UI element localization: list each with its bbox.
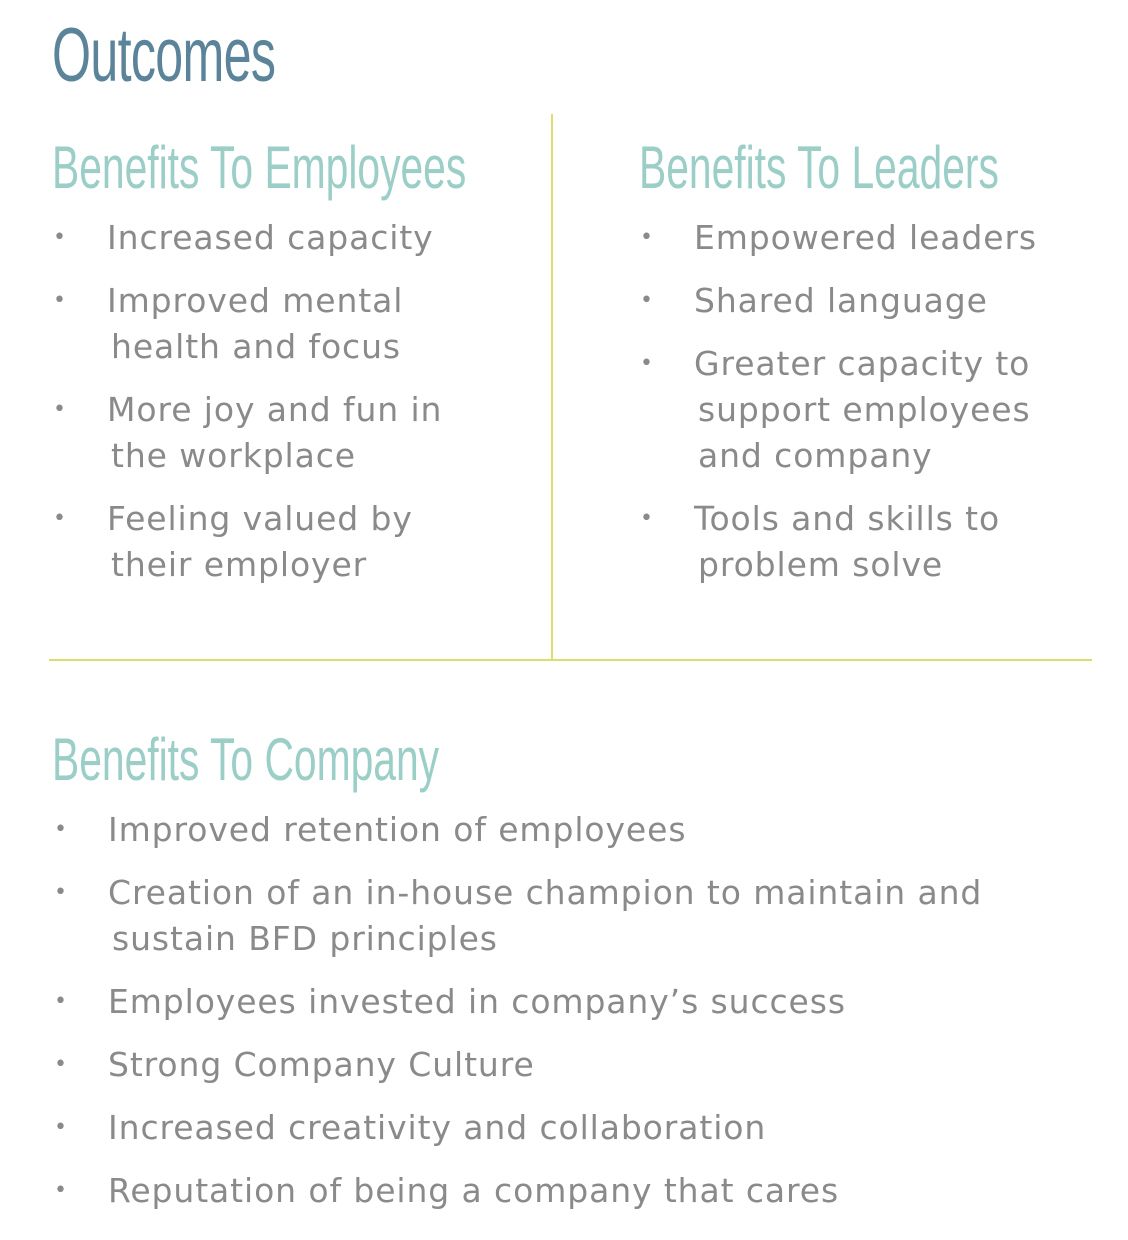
bullet-text: [108, 870, 982, 962]
bullet-dot: •: [640, 288, 653, 313]
bullet-text-line: Strong Company Culture: [108, 1045, 535, 1084]
bullet-text-line: the workplace: [111, 436, 356, 475]
bullet-text: [108, 807, 982, 853]
bullet-text-line: Empowered leaders: [694, 218, 1038, 257]
bullet-dot: •: [53, 288, 66, 313]
bullet-text-line: Improved mental: [107, 281, 404, 320]
leaders-heading: Benefits To Leaders: [639, 134, 999, 201]
bullet-item: [640, 215, 1037, 261]
bullet-dot: •: [54, 880, 67, 905]
bullet-item: [53, 278, 442, 370]
employees-benefits-list: [53, 215, 442, 605]
bullet-dot: •: [54, 1178, 67, 1203]
bullet-text-line: problem solve: [698, 545, 944, 584]
vertical-divider: [551, 114, 553, 661]
bullet-text: [108, 1168, 982, 1214]
bullet-text: [108, 979, 982, 1025]
bullet-dot: •: [640, 225, 653, 250]
bullet-text-line: and company: [698, 436, 933, 475]
bullet-item: [54, 1105, 982, 1151]
bullet-dot: •: [53, 225, 66, 250]
bullet-text-line: health and focus: [111, 327, 401, 366]
bullet-dot: •: [640, 351, 653, 376]
bullet-item: [53, 215, 442, 261]
bullet-dot: •: [53, 506, 66, 531]
bullet-text: [108, 1105, 982, 1151]
company-heading: Benefits To Company: [52, 726, 440, 793]
leaders-benefits-list: [640, 215, 1037, 605]
bullet-text-line: Reputation of being a company that cares: [108, 1171, 840, 1210]
bullet-text-line: Greater capacity to: [694, 344, 1031, 383]
bullet-text-line: their employer: [111, 545, 368, 584]
employees-heading: Benefits To Employees: [52, 134, 467, 201]
bullet-item: [54, 870, 982, 962]
bullet-item: [54, 1042, 982, 1088]
bullet-text: [107, 387, 442, 479]
bullet-text-line: Increased capacity: [107, 218, 434, 257]
bullet-text-line: support employees: [698, 390, 1031, 429]
bullet-dot: •: [54, 1052, 67, 1077]
bullet-text: [694, 496, 1037, 588]
bullet-text: [107, 496, 442, 588]
bullet-text: [694, 341, 1037, 479]
bullet-text-line: Feeling valued by: [107, 499, 413, 538]
company-benefits-list: [54, 807, 982, 1231]
bullet-dot: •: [54, 1115, 67, 1140]
bullet-item: [640, 341, 1037, 479]
bullet-text-line: Shared language: [694, 281, 988, 320]
bullet-text-line: sustain BFD principles: [112, 919, 498, 958]
bullet-item: [53, 387, 442, 479]
horizontal-divider: [49, 659, 1092, 661]
bullet-item: [640, 278, 1037, 324]
bullet-text: [107, 278, 442, 370]
bullet-item: [54, 979, 982, 1025]
bullet-item: [54, 1168, 982, 1214]
bullet-text-line: Creation of an in-house champion to maintain and: [108, 873, 983, 912]
bullet-item: [640, 496, 1037, 588]
bullet-text-line: Employees invested in company’s success: [108, 982, 846, 1021]
bullet-dot: •: [640, 506, 653, 531]
bullet-text: [694, 215, 1037, 261]
page-title: Outcomes: [52, 13, 276, 98]
bullet-text-line: Tools and skills to: [694, 499, 1001, 538]
bullet-dot: •: [53, 397, 66, 422]
bullet-text: [694, 278, 1037, 324]
bullet-item: [53, 496, 442, 588]
bullet-text: [108, 1042, 982, 1088]
bullet-text-line: Increased creativity and collaboration: [108, 1108, 767, 1147]
bullet-text: [107, 215, 442, 261]
bullet-item: [54, 807, 982, 853]
bullet-dot: •: [54, 989, 67, 1014]
bullet-text-line: Improved retention of employees: [108, 810, 687, 849]
bullet-text-line: More joy and fun in: [107, 390, 443, 429]
bullet-dot: •: [54, 817, 67, 842]
